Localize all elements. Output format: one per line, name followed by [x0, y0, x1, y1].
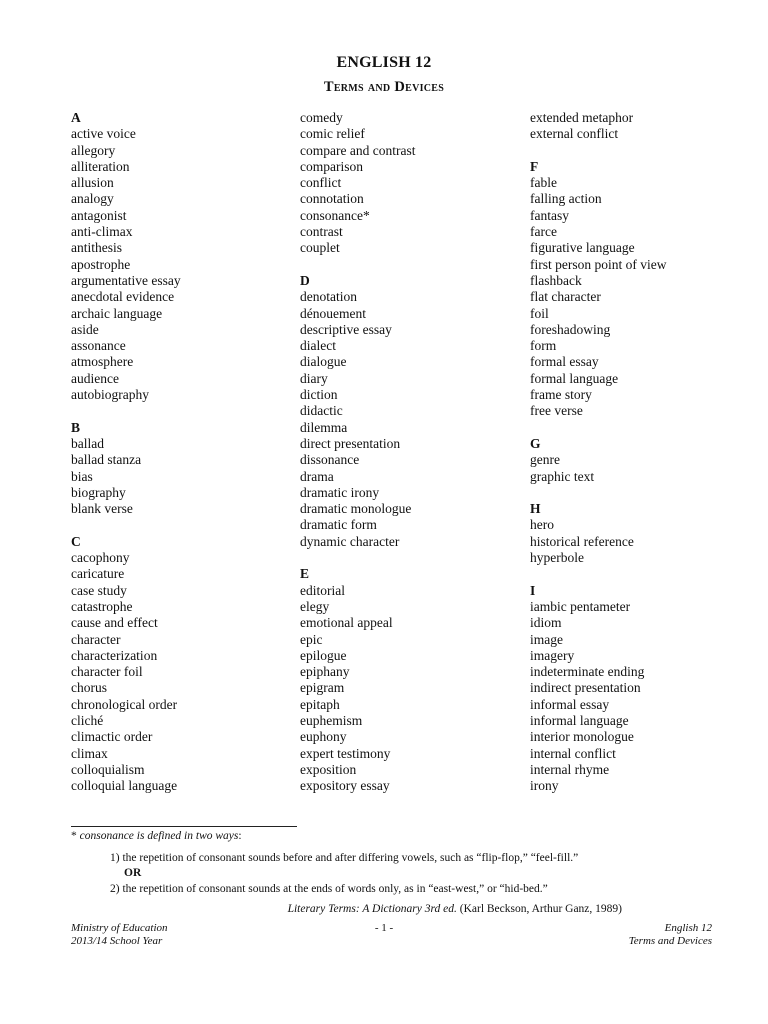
term-item: diary [300, 370, 328, 386]
term-item: allegory [71, 142, 116, 158]
term-item: descriptive essay [300, 321, 392, 337]
term-item: archaic language [71, 305, 163, 321]
term-item: connotation [300, 191, 364, 207]
term-item: dramatic monologue [300, 501, 412, 517]
term-item: climactic order [71, 729, 153, 745]
term-item: comic relief [300, 126, 365, 142]
term-item: image [530, 631, 563, 647]
terms-column-3 [530, 110, 666, 794]
section-letter: G [530, 435, 541, 451]
term-item: euphony [300, 729, 347, 745]
term-item: chronological order [71, 696, 178, 712]
term-item: bias [71, 468, 93, 484]
footer-right [629, 922, 712, 948]
term-item: apostrophe [71, 256, 131, 272]
term-item: dynamic character [300, 533, 400, 549]
section-letter: I [530, 582, 536, 598]
term-item: internal rhyme [530, 761, 610, 777]
term-item: comedy [300, 110, 343, 125]
footnote-heading-text: consonance is defined in two ways [79, 830, 239, 842]
term-item: audience [71, 370, 119, 386]
term-item: climax [71, 745, 108, 761]
term-item: epiphany [300, 664, 350, 680]
term-item: ballad stanza [71, 452, 142, 468]
term-item: interior monologue [530, 729, 634, 745]
term-item: free verse [530, 403, 583, 419]
term-item: dissonance [300, 452, 360, 468]
term-item: first person point of view [530, 256, 667, 272]
term-item: analogy [71, 191, 114, 207]
term-item: epic [300, 631, 323, 647]
terms-column-2 [300, 110, 415, 794]
term-item: dialogue [300, 354, 347, 370]
term-item: hyperbole [530, 550, 584, 566]
term-item: dénouement [300, 305, 366, 321]
term-item: dilemma [300, 419, 348, 435]
term-item: allusion [71, 175, 114, 191]
citation-authors: (Karl Beckson, Arthur Ganz, 1989) [459, 903, 622, 915]
term-item: editorial [300, 582, 345, 598]
term-item: antithesis [71, 240, 122, 256]
section-letter: F [530, 158, 539, 174]
section-spacer [71, 517, 181, 533]
term-item: hero [530, 517, 554, 533]
term-item: formal essay [530, 354, 599, 370]
term-item: anti-climax [71, 224, 133, 240]
term-item: argumentative essay [71, 272, 181, 288]
footnote-definition-2: 2) the repetition of consonant sounds at the ends of words only, as in “east-west,” or “hid-bed.” [110, 883, 548, 895]
footer-course: English 12 [664, 922, 712, 934]
term-item: drama [300, 468, 334, 484]
term-item: characterization [71, 647, 158, 663]
term-item: atmosphere [71, 354, 134, 370]
term-item: frame story [530, 387, 592, 403]
term-item: catastrophe [71, 598, 133, 614]
term-item: external conflict [530, 126, 619, 142]
term-item: cause and effect [71, 615, 158, 631]
term-item: conflict [300, 175, 342, 191]
page-title: ENGLISH 12 [336, 54, 432, 71]
term-item: dialect [300, 338, 336, 354]
page-subtitle: Terms and Devices [323, 79, 445, 95]
terms-column-1 [71, 110, 181, 794]
footnote-citation [288, 903, 622, 915]
section-spacer [530, 566, 666, 582]
section-spacer [530, 420, 666, 436]
term-item: diction [300, 387, 338, 403]
term-item: character foil [71, 664, 143, 680]
term-item: foil [530, 305, 549, 321]
term-item: flashback [530, 272, 582, 288]
term-item: indirect presentation [530, 680, 641, 696]
term-item: comparison [300, 158, 363, 174]
term-item: extended metaphor [530, 110, 634, 125]
footer-school-year: 2013/14 School Year [71, 935, 163, 947]
term-item: farce [530, 224, 557, 240]
term-item: euphemism [300, 712, 363, 728]
footnote-heading [71, 830, 242, 842]
term-item: epitaph [300, 696, 340, 712]
term-item: direct presentation [300, 435, 401, 451]
term-item: case study [71, 582, 127, 598]
term-item: assonance [71, 338, 126, 354]
term-item: didactic [300, 403, 343, 419]
term-item: expository essay [300, 778, 390, 794]
term-item: elegy [300, 598, 330, 614]
term-item: alliteration [71, 158, 130, 174]
term-item: blank verse [71, 501, 133, 517]
term-item: caricature [71, 566, 125, 582]
term-item: iambic pentameter [530, 598, 631, 614]
term-item: expert testimony [300, 745, 391, 761]
term-item: genre [530, 452, 560, 468]
term-item: character [71, 631, 121, 647]
citation-title: Literary Terms: A Dictionary 3rd ed. [287, 903, 457, 915]
term-item: epigram [300, 680, 345, 696]
footnote-or: OR [124, 867, 142, 879]
term-item: flat character [530, 289, 601, 305]
section-letter: A [71, 110, 81, 125]
term-item: irony [530, 778, 559, 794]
term-item: falling action [530, 191, 602, 207]
section-spacer [300, 257, 415, 273]
term-item: biography [71, 484, 126, 500]
footnote-heading-colon: : [238, 830, 242, 842]
term-item: active voice [71, 126, 136, 142]
footer-page-number: - 1 - [374, 922, 394, 934]
section-letter: B [71, 419, 81, 435]
section-spacer [530, 143, 666, 159]
term-item: fable [530, 175, 557, 191]
section-letter: D [300, 272, 310, 288]
term-item: denotation [300, 289, 357, 305]
section-spacer [300, 550, 415, 566]
term-item: indeterminate ending [530, 664, 645, 680]
term-item: couplet [300, 240, 340, 256]
term-item: chorus [71, 680, 107, 696]
term-item: historical reference [530, 533, 634, 549]
term-item: imagery [530, 647, 575, 663]
section-letter: C [71, 533, 81, 549]
term-item: fantasy [530, 207, 569, 223]
term-item: ballad [71, 435, 104, 451]
footer-doc-title: Terms and Devices [628, 935, 712, 947]
term-item: compare and contrast [300, 142, 416, 158]
term-item: internal conflict [530, 745, 616, 761]
term-item: dramatic irony [300, 484, 380, 500]
term-item: graphic text [530, 468, 595, 484]
term-item: cliché [71, 712, 104, 728]
term-item: exposition [300, 761, 357, 777]
term-item: idiom [530, 615, 562, 631]
term-item: dramatic form [300, 517, 377, 533]
term-item: foreshadowing [530, 321, 611, 337]
section-spacer [71, 403, 181, 419]
term-item: figurative language [530, 240, 635, 256]
term-item: emotional appeal [300, 615, 393, 631]
term-item: formal language [530, 370, 619, 386]
term-item: consonance* [300, 207, 370, 223]
footer-ministry: Ministry of Education [71, 922, 168, 934]
footnote-definition-1: 1) the repetition of consonant sounds before and after differing vowels, such as “flip-flop,” “feel-fill.” [110, 852, 579, 864]
footnote-divider [71, 826, 297, 827]
term-item: autobiography [71, 387, 149, 403]
section-letter: E [300, 566, 310, 582]
term-item: epilogue [300, 647, 347, 663]
term-item: colloquial language [71, 778, 178, 794]
term-item: cacophony [71, 550, 130, 566]
term-item: colloquialism [71, 761, 145, 777]
term-item: antagonist [71, 207, 127, 223]
section-spacer [530, 485, 666, 501]
section-letter: H [530, 501, 541, 517]
term-item: aside [71, 321, 99, 337]
term-item: informal language [530, 712, 629, 728]
term-item: informal essay [530, 696, 610, 712]
term-item: anecdotal evidence [71, 289, 175, 305]
term-item: contrast [300, 224, 343, 240]
term-item: form [530, 338, 557, 354]
footnote-marker: * [71, 830, 77, 842]
